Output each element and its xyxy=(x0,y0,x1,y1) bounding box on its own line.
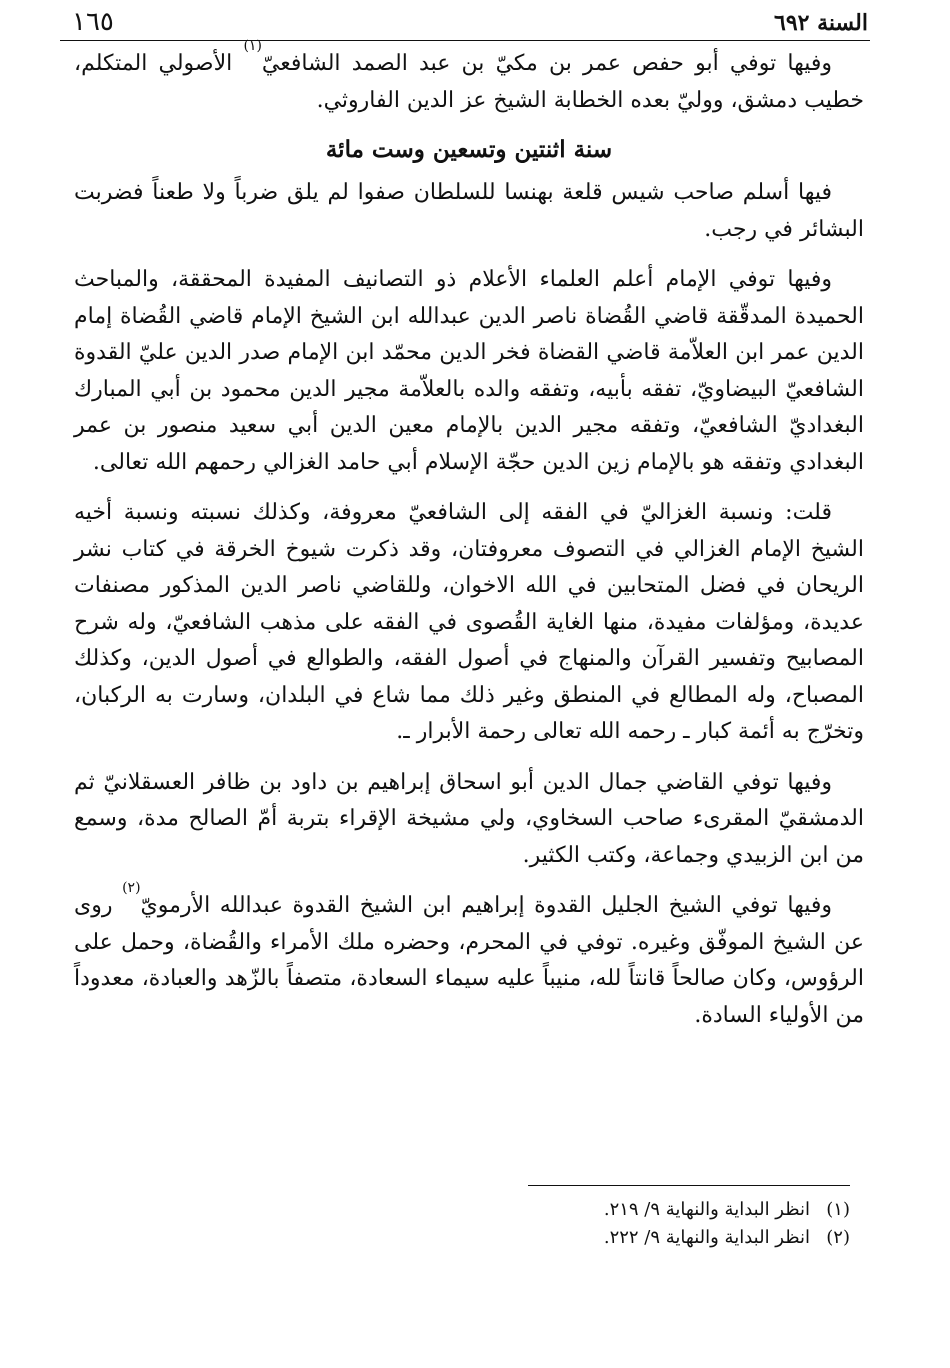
paragraph-author-note: قلت: ونسبة الغزاليّ في الفقه إلى الشافعيّ معروفة، وكذلك نسبته ونسبة أخيه الشيخ الإمام الغزالي في التصوف معروفتان، وقد ذكرت شيوخ الخرقة في كتاب نشر الريحان في فضل المتحابين في الله الاخوان، وللقاضي ناصر الدين المذكور مصنفات عديدة، ومؤلفات مفيدة، منها الغاية القُصوى في الفقه على مذهب الشافعيّ، وله شرح المصابيح وتفسير القرآن والمنهاج في أصول الفقه، والطوالع في أصول الدين، وكذلك المصباح، وله المطالع في المنطق وغير ذلك مما شاع في البلدان، وسارت به الركبان، وتخرّج به أئمة كبار ـ رحمه الله تعالى رحمة الأبرار ـ. xyxy=(74,500,864,744)
paragraph-text: روى عن الشيخ الموفّق وغيره. توفي في المحرم، وحضره ملك الأمراء والقُضاة، وحمل على الرؤوس، وكان صالحاً قانتاً لله، منيباً عليه سيماء السعادة، متصفاً بالزّهد والعبادة، معدوداً من الأولياء السادة. xyxy=(74,893,864,1028)
footnote-2 xyxy=(350,1224,850,1252)
footnote-text: انظر البداية والنهاية ٩/ ٢١٩. xyxy=(603,1199,810,1220)
footnote-text: انظر البداية والنهاية ٩/ ٢٢٢. xyxy=(603,1227,810,1248)
paragraph-text: وفيها توفي أبو حفص عمر بن مكيّ بن عبد الصمد الشافعيّ xyxy=(261,51,832,76)
paragraph-death-abu-hafs xyxy=(74,38,864,119)
page-number: ١٦٥ xyxy=(72,7,114,37)
paragraph-death-asqalani: وفيها توفي القاضي جمال الدين أبو اسحاق إبراهيم بن داود بن ظافر العسقلانيّ ثم الدمشقيّ المقرىء صاحب السخاوي، ولي مشيخة الإقراء بتربة أمّ الصالح مدة، وسمع من ابن الزبيدي وجماعة، وكتب الكثير. xyxy=(74,769,864,868)
footnote-ref-2: (٢) xyxy=(122,880,141,896)
main-text xyxy=(74,38,864,1034)
paragraph-death-baydawi: وفيها توفي الإمام أعلم العلماء الأعلام ذو التصانيف المفيدة المحققة، والمباحث الحميدة المدقّقة قاضي القُضاة ناصر الدين عبدالله ابن الشيخ الإمام قاضي القُضاة إمام الدين عمر ابن العلاّمة قاضي القضاة فخر الدين محمّد ابن الإمام صدر الدين عليّ القدوة الشافعيّ البيضاويّ، تفقه بأبيه، وتفقه والده بالعلاّمة مجير الدين محمود بن أبي المبارك البغداديّ الشافعيّ، وتفقه مجير الدين بالإمام معين الدين أبي سعيد منصور بن عمر البغدادي وتفقه هو بالإمام زين الدين حجّة الإسلام أبي حامد الغزالي رحمهم الله تعالى. xyxy=(74,267,864,475)
footnote-number: (٢) xyxy=(826,1227,850,1248)
footnote-rule xyxy=(528,1185,850,1186)
footnote-number: (١) xyxy=(826,1199,850,1220)
page-header xyxy=(64,6,868,40)
paragraph-conversion: فيها أسلم صاحب شيس قلعة بهنسا للسلطان صفوا لم يلق ضرباً ولا طعناً فضربت البشائر في رجب. xyxy=(74,180,864,242)
running-head: السنة ٦٩٢ xyxy=(774,10,868,36)
paragraph-text: وفيها توفي الشيخ الجليل القدوة إبراهيم ابن الشيخ القدوة عبدالله الأرمويّ xyxy=(140,893,832,918)
section-heading-year: سنة اثنتين وتسعين وست مائة xyxy=(325,136,613,163)
footnotes xyxy=(350,1196,850,1252)
footnote-ref-1: (١) xyxy=(243,38,262,54)
footnote-1 xyxy=(350,1196,850,1224)
header-rule xyxy=(60,40,870,41)
paragraph-death-armawi xyxy=(74,880,864,1034)
paragraph-text: الأصولي المتكلم، خطيب دمشق، ووليّ بعده الخطابة الشيخ عز الدين الفاروثي. xyxy=(74,51,864,113)
